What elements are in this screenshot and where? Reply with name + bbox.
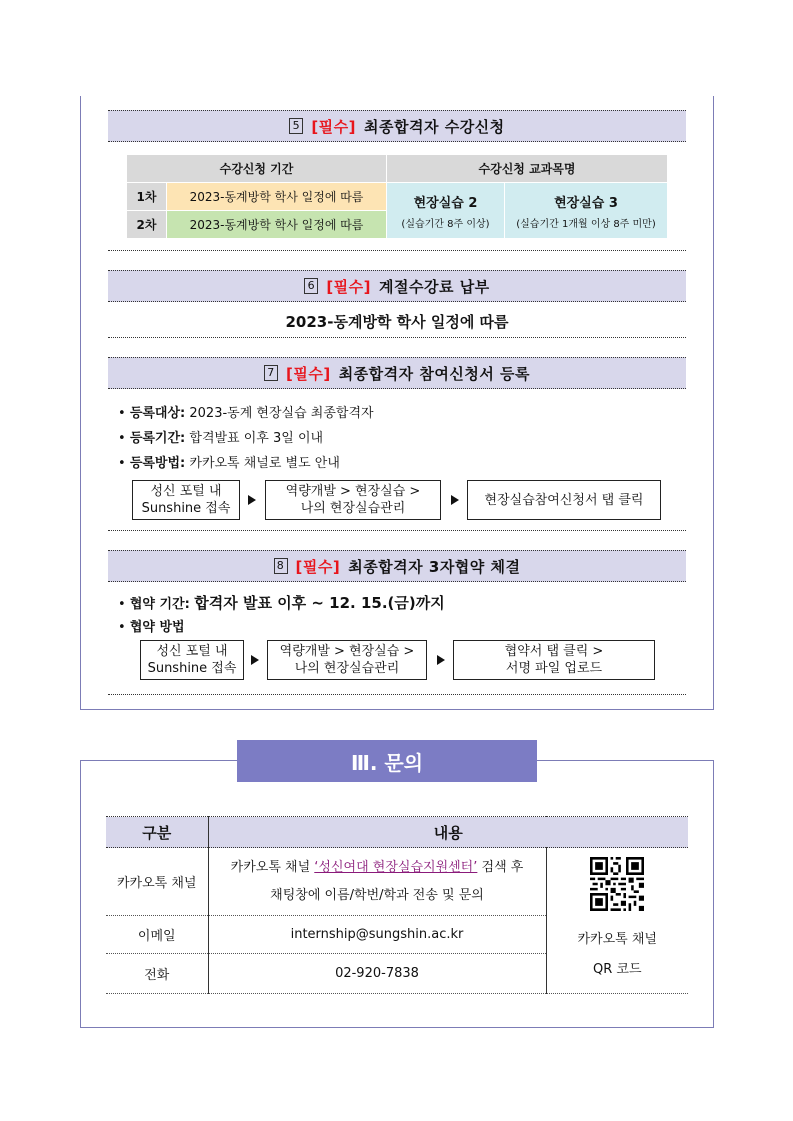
bullet-text: 2023-동계 현장실습 최종합격자 — [185, 406, 374, 421]
flow-step-menu — [267, 640, 427, 680]
divider — [108, 694, 686, 695]
section-5-header — [108, 110, 686, 142]
flow-step-line: Sunshine 접속 — [141, 501, 231, 516]
section-number: 5 — [289, 118, 303, 134]
arrow-right-icon — [251, 655, 259, 665]
table-header-category: 구분 — [106, 817, 208, 848]
course-name: 현장실습 2 — [413, 195, 478, 211]
inquiry-title: Ⅲ. 문의 — [237, 740, 537, 782]
table-header-course: 수강신청 교과목명 — [387, 155, 668, 183]
kakao-text: 검색 후 — [477, 859, 524, 875]
agreement-period: 합격자 발표 이후 ~ 12. 15.(금)까지 — [194, 594, 445, 612]
phone-label: 전화 — [106, 954, 208, 994]
flow-step-application-tab — [467, 480, 661, 520]
section-8-header — [108, 550, 686, 582]
required-tag: [필수] — [311, 117, 357, 136]
list-item: • 협약 방법 — [118, 620, 185, 635]
section-6-header — [108, 270, 686, 302]
section-number: 8 — [274, 558, 288, 574]
qr-code-icon[interactable] — [590, 857, 644, 911]
section-title: 최종합격자 참여신청서 등록 — [338, 364, 531, 383]
flow-step-line: Sunshine 접속 — [147, 661, 237, 676]
section-number: 6 — [304, 278, 318, 294]
bullet-text: 카카오톡 채널로 별도 안내 — [185, 456, 340, 471]
course-note: (실습기간 1개월 이상 8주 미만) — [516, 218, 656, 230]
list-item: • 협약 기간: 합격자 발표 이후 ~ 12. 15.(금)까지 — [118, 594, 445, 612]
required-tag: [필수] — [326, 277, 372, 296]
section-title: 최종합격자 3자협약 체결 — [348, 557, 521, 576]
arrow-right-icon — [248, 495, 256, 505]
list-item: • 등록대상: 2023-동계 현장실습 최종합격자 — [118, 406, 374, 421]
contact-table — [106, 816, 688, 994]
divider — [108, 250, 686, 251]
kakao-channel-link[interactable]: ‘성신여대 현장실습지원센터’ — [314, 859, 478, 875]
section-7-header — [108, 357, 686, 389]
flow-step-line: 성신 포털 내 — [156, 644, 228, 659]
tuition-schedule-text: 2023-동계방학 학사 일정에 따름 — [285, 313, 509, 331]
flow-step-line: 서명 파일 업로드 — [505, 661, 603, 676]
required-tag: [필수] — [285, 364, 331, 383]
arrow-right-icon — [437, 655, 445, 665]
period-cell: 2023-동계방학 학사 일정에 따름 — [167, 211, 387, 239]
flow-step-line: 역량개발 > 현장실습 > — [279, 644, 415, 659]
flow-step-line: 협약서 탭 클릭 > — [504, 644, 604, 659]
period-cell: 2023-동계방학 학사 일정에 따름 — [167, 183, 387, 211]
flow-step-portal — [132, 480, 240, 520]
divider — [108, 337, 686, 338]
kakao-label: 카카오톡 채널 — [106, 848, 208, 916]
course-note: (실습기간 8주 이상) — [401, 218, 490, 230]
kakao-text: 채팅창에 이름/학번/학과 전송 및 문의 — [270, 887, 484, 903]
phone-value[interactable]: 02-920-7838 — [208, 954, 546, 994]
flow-step-agreement-upload — [453, 640, 655, 680]
table-header-period: 수강신청 기간 — [127, 155, 387, 183]
email-label: 이메일 — [106, 916, 208, 954]
arrow-right-icon — [451, 495, 459, 505]
flow-step-menu — [265, 480, 441, 520]
registration-schedule-table — [126, 154, 668, 239]
flow-step-line: 나의 현장실습관리 — [300, 501, 406, 516]
list-item: • 등록방법: 카카오톡 채널로 별도 안내 — [118, 456, 340, 471]
required-tag: [필수] — [295, 557, 341, 576]
course-cell — [387, 183, 505, 239]
qr-caption: QR 코드 — [592, 961, 642, 977]
section-number: 7 — [264, 365, 278, 381]
flow-step-line: 성신 포털 내 — [150, 484, 222, 499]
bullet-label: 등록대상: — [129, 406, 186, 421]
bullet-label: 협약 방법 — [129, 620, 185, 635]
kakao-description — [208, 848, 546, 916]
list-item: • 등록기간: 합격발표 이후 3일 이내 — [118, 431, 324, 446]
kakao-text: 카카오톡 채널 — [230, 859, 315, 875]
flow-step-line: 나의 현장실습관리 — [294, 661, 400, 676]
divider — [108, 530, 686, 531]
flow-step-portal — [140, 640, 244, 680]
bullet-label: 협약 기간: — [129, 597, 195, 612]
qr-cell — [546, 848, 688, 994]
email-value[interactable]: internship@sungshin.ac.kr — [208, 916, 546, 954]
bullet-label: 등록방법: — [129, 456, 186, 471]
row-label: 1차 — [127, 183, 167, 211]
bullet-text: 합격발표 이후 3일 이내 — [185, 431, 324, 446]
table-header-content: 내용 — [208, 817, 688, 848]
row-label: 2차 — [127, 211, 167, 239]
section-title: 최종합격자 수강신청 — [364, 117, 505, 136]
section-title: 계절수강료 납부 — [379, 277, 490, 296]
qr-caption: 카카오톡 채널 — [577, 931, 657, 947]
bullet-label: 등록기간: — [129, 431, 186, 446]
flow-step-line: 역량개발 > 현장실습 > — [285, 484, 421, 499]
course-name: 현장실습 3 — [554, 195, 618, 211]
course-cell — [505, 183, 668, 239]
flow-step-line: 현장실습참여신청서 탭 클릭 — [484, 492, 644, 508]
